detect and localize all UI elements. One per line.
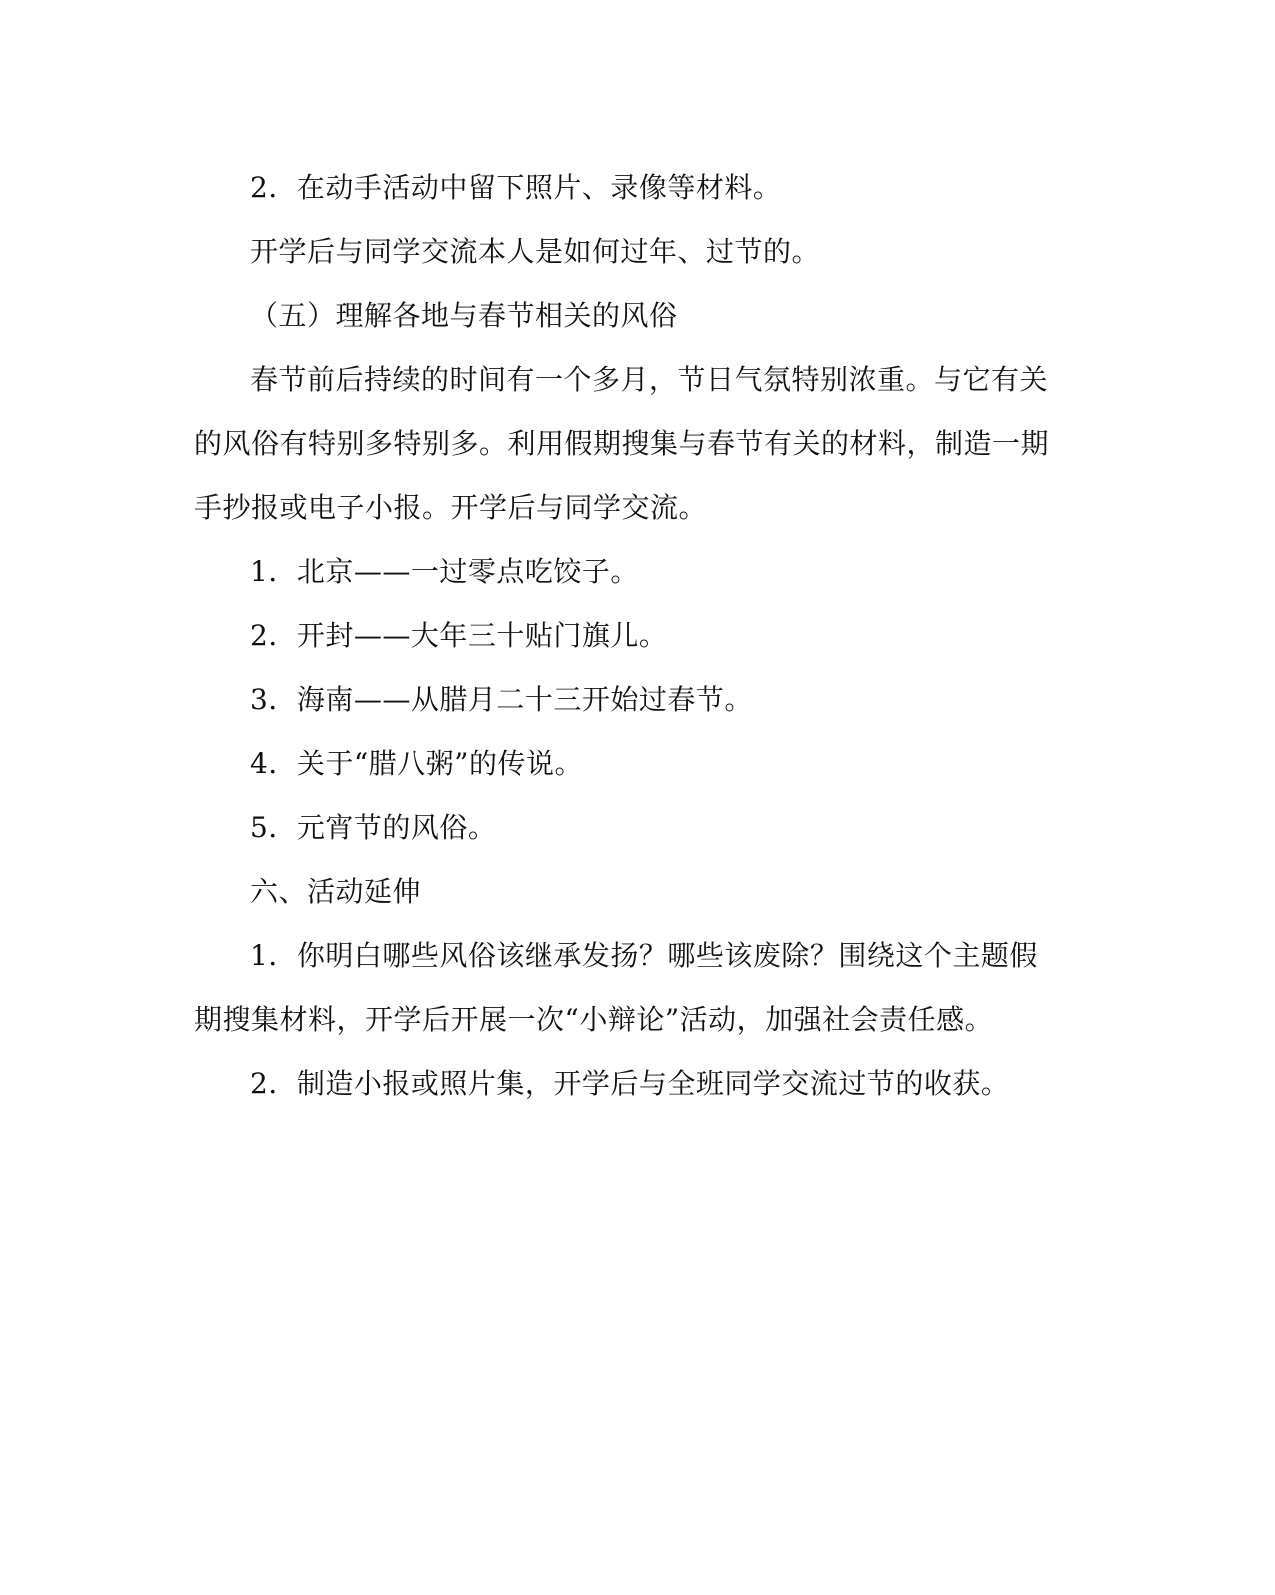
list-item: 2．在动手活动中留下照片、录像等材料。 (250, 171, 782, 204)
section-heading: 六、活动延伸 (250, 875, 422, 908)
paragraph-line: 春节前后持续的时间有一个多月，节日气氛特别浓重。与它有关 (250, 363, 1049, 396)
paragraph-line: 的风俗有特别多特别多。利用假期搜集与春节有关的材料，制造一期 (194, 427, 1050, 460)
list-item: 2．制造小报或照片集，开学后与全班同学交流过节的收获。 (250, 1067, 1010, 1100)
list-item: 2．开封——大年三十贴门旗儿。 (250, 619, 668, 652)
list-item: 1．你明白哪些风俗该继承发扬？哪些该废除？围绕这个主题假 (250, 939, 1038, 972)
paragraph-line: 期搜集材料，开学后开展一次“小辩论”活动，加强社会责任感。 (194, 1003, 994, 1036)
list-item: 5．元宵节的风俗。 (250, 811, 497, 844)
paragraph: 开学后与同学交流本人是如何过年、过节的。 (250, 235, 821, 268)
paragraph-line: 手抄报或电子小报。开学后与同学交流。 (194, 491, 708, 524)
document-body (194, 156, 1054, 1116)
list-item: 1．北京——一过零点吃饺子。 (250, 555, 639, 588)
list-item: 4．关于“腊八粥”的传说。 (250, 747, 583, 780)
list-item: 3．海南——从腊月二十三开始过春节。 (250, 683, 753, 716)
section-heading: （五）理解各地与春节相关的风俗 (250, 299, 678, 332)
